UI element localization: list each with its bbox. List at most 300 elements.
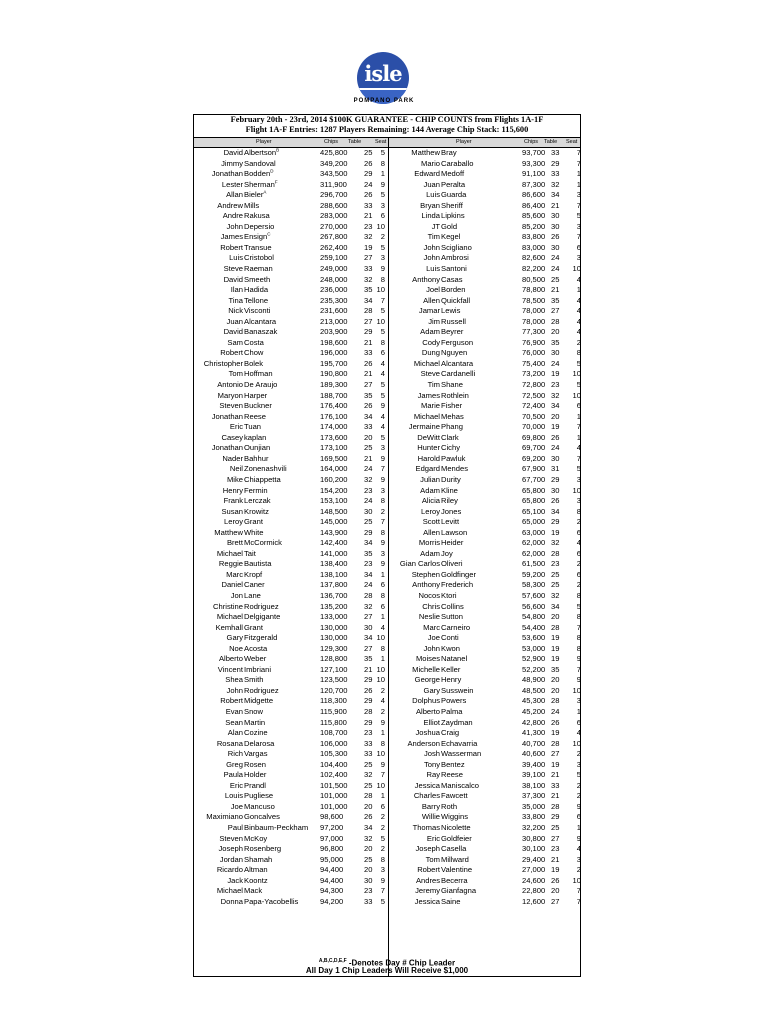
player-row xyxy=(194,507,388,518)
player-first-name: Allen xyxy=(423,527,440,537)
player-first-name: Donna xyxy=(220,896,243,906)
table-number: 24 xyxy=(551,358,560,368)
seat-number: 5 xyxy=(380,380,385,390)
player-row xyxy=(389,496,583,507)
player-first-name: Leroy xyxy=(224,517,243,527)
player-row xyxy=(389,285,583,296)
table-number: 19 xyxy=(551,422,560,432)
seat-number: 9 xyxy=(380,401,385,411)
player-row xyxy=(194,559,388,570)
table-number: 29 xyxy=(364,696,373,706)
chip-count: 311,900 xyxy=(320,179,347,189)
seat-number: 5 xyxy=(576,601,581,611)
player-last-name: Mancuso xyxy=(244,801,275,811)
player-first-name: Leroy xyxy=(421,506,440,516)
player-last-name: Henry xyxy=(441,675,462,685)
logo-subtitle: CASINO · RACING xyxy=(362,87,404,91)
player-first-name: Jonathan xyxy=(211,443,243,453)
player-row xyxy=(389,359,583,370)
table-number: 27 xyxy=(551,896,560,906)
player-last-name: Kropf xyxy=(244,569,263,579)
chip-count: 76,900 xyxy=(522,337,546,347)
chip-count: 72,800 xyxy=(522,380,546,390)
player-row xyxy=(389,443,583,454)
chip-count: 94,300 xyxy=(320,886,344,896)
player-last-name: Delgigante xyxy=(244,612,281,622)
chip-count: 133,000 xyxy=(320,612,348,622)
seat-number: 2 xyxy=(380,685,385,695)
chip-count: 70,500 xyxy=(522,411,546,421)
player-row xyxy=(389,507,583,518)
seat-number: 3 xyxy=(576,496,581,506)
player-first-name: Robert xyxy=(220,348,243,358)
chip-count: 94,400 xyxy=(320,865,344,875)
player-row xyxy=(194,728,388,739)
player-last-name: Ktori xyxy=(441,590,457,600)
table-number: 25 xyxy=(364,443,373,453)
seat-number: 10 xyxy=(376,316,385,326)
seat-number: 9 xyxy=(576,801,581,811)
table-number: 30 xyxy=(551,242,560,252)
table-number: 20 xyxy=(551,327,560,337)
table-number: 24 xyxy=(364,580,373,590)
player-last-name: Casas xyxy=(441,274,463,284)
player-row xyxy=(389,348,583,359)
player-row xyxy=(389,686,583,697)
seat-number: 8 xyxy=(380,738,385,748)
player-last-name: McCormick xyxy=(244,538,282,548)
seat-number: 8 xyxy=(380,527,385,537)
player-first-name: John xyxy=(423,253,440,263)
seat-number: 7 xyxy=(380,295,385,305)
chip-count: 189,300 xyxy=(320,380,348,390)
chip-count: 78,800 xyxy=(522,285,546,295)
seat-number: 9 xyxy=(576,654,581,664)
player-row xyxy=(194,897,388,908)
chip-count: 85,200 xyxy=(522,221,546,231)
seat-number: 6 xyxy=(380,801,385,811)
table-number: 30 xyxy=(551,211,560,221)
chip-count: 188,700 xyxy=(320,390,348,400)
chip-count: 203,900 xyxy=(320,327,348,337)
player-row xyxy=(389,591,583,602)
table-number: 29 xyxy=(551,474,560,484)
chip-count: 22,800 xyxy=(522,886,546,896)
table-number: 35 xyxy=(551,337,560,347)
player-last-name: Craig xyxy=(441,728,460,738)
seat-number: 9 xyxy=(380,875,385,885)
player-last-name: Bray xyxy=(441,148,457,157)
player-row xyxy=(194,591,388,602)
seat-number: 7 xyxy=(380,886,385,896)
player-first-name: Gary xyxy=(226,633,243,643)
seat-number: 8 xyxy=(576,633,581,643)
table-number: 20 xyxy=(551,685,560,695)
chip-count: 37,300 xyxy=(522,791,546,801)
chip-count: 94,200 xyxy=(320,896,344,906)
player-row xyxy=(389,749,583,760)
chip-leader-mark: D xyxy=(270,168,274,174)
player-first-name: Edgard xyxy=(415,464,440,474)
chip-count: 82,600 xyxy=(522,253,546,263)
player-last-name: Saine xyxy=(441,896,461,906)
player-last-name: Zaydman xyxy=(441,717,473,727)
chip-count: 196,000 xyxy=(320,348,348,358)
seat-number: 10 xyxy=(572,485,581,495)
table-number: 19 xyxy=(551,759,560,769)
seat-number: 9 xyxy=(380,474,385,484)
right-seat-header: Seat xyxy=(566,139,578,145)
player-first-name: Maximiano xyxy=(206,812,243,822)
seat-number: 3 xyxy=(380,485,385,495)
player-row xyxy=(389,549,583,560)
chip-count: 65,100 xyxy=(522,506,546,516)
table-number: 20 xyxy=(551,411,560,421)
player-row xyxy=(389,391,583,402)
seat-number: 2 xyxy=(380,232,385,242)
player-first-name: Chris xyxy=(422,601,440,611)
player-last-name: Guarda xyxy=(441,190,467,200)
player-row xyxy=(389,644,583,655)
chip-count: 118,300 xyxy=(320,696,347,706)
player-row xyxy=(194,338,388,349)
logo-word: isle xyxy=(364,61,402,86)
seat-number: 10 xyxy=(572,369,581,379)
seat-number: 3 xyxy=(380,200,385,210)
player-last-name: Sandoval xyxy=(244,158,276,168)
player-last-name: Tait xyxy=(244,548,256,558)
table-number: 33 xyxy=(364,348,373,358)
seat-number: 8 xyxy=(380,274,385,284)
player-row xyxy=(389,580,583,591)
player-row xyxy=(389,201,583,212)
chip-count: 138,400 xyxy=(320,559,348,569)
table-number: 26 xyxy=(551,875,560,885)
player-row xyxy=(194,580,388,591)
seat-number: 3 xyxy=(576,759,581,769)
player-last-name: Bahhur xyxy=(244,453,269,463)
player-last-name: Millward xyxy=(441,854,469,864)
seat-number: 8 xyxy=(576,612,581,622)
seat-number: 7 xyxy=(576,158,581,168)
seat-number: 5 xyxy=(380,306,385,316)
chip-count: 108,700 xyxy=(320,728,348,738)
player-first-name: Michael xyxy=(413,358,440,368)
table-number: 26 xyxy=(364,190,373,200)
player-row xyxy=(389,612,583,623)
player-last-name: Nicolette xyxy=(441,823,471,832)
seat-number: 2 xyxy=(380,844,385,854)
seat-number: 7 xyxy=(576,232,581,242)
seat-number: 1 xyxy=(576,823,581,832)
player-last-name: Bolek xyxy=(244,358,263,368)
player-first-name: Gary xyxy=(423,685,440,695)
player-first-name: George xyxy=(414,675,440,685)
player-last-name: Fisher xyxy=(441,401,463,411)
player-first-name: Gian Carlos xyxy=(399,559,440,569)
chip-count: 425,800 xyxy=(320,148,348,157)
table-number: 26 xyxy=(364,358,373,368)
player-row xyxy=(389,886,583,897)
seat-number: 6 xyxy=(380,580,385,590)
player-row xyxy=(194,844,388,855)
chip-count: 27,000 xyxy=(522,865,546,875)
chip-leader-mark: F xyxy=(274,179,278,185)
player-first-name: Michael xyxy=(216,548,243,558)
chip-count: 97,200 xyxy=(320,823,344,832)
player-first-name: Alberto xyxy=(415,706,440,716)
table-number: 19 xyxy=(551,643,560,653)
table-number: 25 xyxy=(364,780,373,790)
seat-number: 10 xyxy=(376,664,385,674)
seat-number: 4 xyxy=(576,538,581,548)
table-number: 27 xyxy=(551,833,560,843)
seat-number: 7 xyxy=(576,896,581,906)
table-number: 33 xyxy=(364,264,373,274)
player-last-name: Rakusa xyxy=(244,211,270,221)
chip-count: 57,600 xyxy=(522,590,546,600)
chip-count: 72,400 xyxy=(522,401,546,411)
player-first-name: Willie xyxy=(421,812,440,822)
player-first-name: Eric xyxy=(426,833,440,843)
player-first-name: Allen xyxy=(423,295,440,305)
player-last-name: Ferguson xyxy=(441,337,474,347)
player-row xyxy=(194,211,388,222)
player-first-name: Jack xyxy=(227,875,243,885)
table-number: 24 xyxy=(551,264,560,274)
right-table-header: Table xyxy=(544,139,558,145)
player-last-name: Rodriguez xyxy=(244,685,279,695)
player-first-name: Charles xyxy=(413,791,440,801)
chip-count: 164,000 xyxy=(320,464,348,474)
chip-count: 137,800 xyxy=(320,580,348,590)
seat-number: 4 xyxy=(380,369,385,379)
chip-count: 69,200 xyxy=(522,453,546,463)
player-row xyxy=(194,665,388,676)
seat-number: 2 xyxy=(576,559,581,569)
table-number: 27 xyxy=(364,643,373,653)
player-first-name: DeWitt xyxy=(417,432,440,442)
player-row xyxy=(194,412,388,423)
player-first-name: Paul xyxy=(227,823,243,832)
chip-count: 65,000 xyxy=(522,517,546,527)
player-last-name: Alcantara xyxy=(244,316,277,326)
table-number: 21 xyxy=(551,854,560,864)
chip-count: 259,100 xyxy=(320,253,348,263)
player-first-name: Julian xyxy=(420,474,440,484)
chip-count: 136,700 xyxy=(320,590,348,600)
player-row xyxy=(389,264,583,275)
chip-count: 30,800 xyxy=(522,833,546,843)
right-chips-header: Chips xyxy=(524,139,539,145)
player-first-name: Maryon xyxy=(217,390,243,400)
seat-number: 5 xyxy=(576,358,581,368)
player-row xyxy=(194,222,388,233)
player-row xyxy=(194,781,388,792)
seat-number: 2 xyxy=(380,706,385,716)
seat-number: 7 xyxy=(576,886,581,896)
player-last-name: Costa xyxy=(244,337,264,347)
chip-count: 52,900 xyxy=(522,654,546,664)
seat-number: 2 xyxy=(576,791,581,801)
chip-count: 101,000 xyxy=(320,801,348,811)
player-last-name: Mehas xyxy=(441,411,464,421)
player-first-name: Scott xyxy=(422,517,440,527)
player-last-name: Sherman$^F$ xyxy=(244,179,278,189)
player-row xyxy=(194,464,388,475)
player-last-name: Bodden$^D$ xyxy=(244,168,274,179)
player-last-name: Conti xyxy=(441,633,459,643)
player-last-name: Casella xyxy=(441,844,467,854)
table-number: 20 xyxy=(551,612,560,622)
player-first-name: Dolphus xyxy=(412,696,440,706)
table-number: 25 xyxy=(364,517,373,527)
player-first-name: Neil xyxy=(229,464,243,474)
chip-count: 296,700 xyxy=(320,190,348,200)
table-number: 23 xyxy=(551,559,560,569)
player-last-name: Chow xyxy=(244,348,264,358)
player-row xyxy=(389,781,583,792)
chip-count: 69,700 xyxy=(522,443,546,453)
player-first-name: Joe xyxy=(427,633,440,643)
player-last-name: De Araujo xyxy=(244,380,278,390)
player-first-name: Joel xyxy=(426,285,440,295)
chip-count: 42,800 xyxy=(522,717,546,727)
player-first-name: Ilan xyxy=(230,285,243,295)
seat-number: 9 xyxy=(380,264,385,274)
table-number: 35 xyxy=(551,664,560,674)
player-row xyxy=(389,570,583,581)
table-number: 19 xyxy=(364,242,373,252)
player-row xyxy=(194,401,388,412)
player-last-name: Riley xyxy=(441,496,458,506)
chip-count: 48,500 xyxy=(522,685,546,695)
chip-count: 143,900 xyxy=(320,527,348,537)
table-number: 32 xyxy=(551,538,560,548)
player-row xyxy=(194,243,388,254)
chip-count: 249,000 xyxy=(320,264,348,274)
table-number: 32 xyxy=(551,590,560,600)
player-row xyxy=(194,612,388,623)
player-first-name: Shea xyxy=(225,675,243,685)
seat-number: 9 xyxy=(380,453,385,463)
player-row xyxy=(194,696,388,707)
chip-leader-mark: A xyxy=(263,189,267,195)
player-last-name: Acosta xyxy=(244,643,268,653)
player-last-name: Echavarria xyxy=(441,738,478,748)
player-first-name: Jonathan xyxy=(211,169,243,179)
chip-count: 93,700 xyxy=(522,148,546,157)
player-row xyxy=(194,802,388,813)
table-number: 25 xyxy=(364,759,373,769)
chip-count: 231,600 xyxy=(320,306,348,316)
player-first-name: Stephen xyxy=(411,569,440,579)
player-last-name: Wiggins xyxy=(441,812,469,822)
chip-count: 128,800 xyxy=(320,654,348,664)
chip-count: 82,200 xyxy=(522,264,546,274)
player-last-name: Santoni xyxy=(441,264,467,274)
player-row xyxy=(389,728,583,739)
seat-number: 4 xyxy=(380,358,385,368)
player-row xyxy=(194,275,388,286)
table-number: 29 xyxy=(551,517,560,527)
player-row xyxy=(194,602,388,613)
seat-number: 6 xyxy=(576,242,581,252)
player-first-name: Steve xyxy=(223,264,243,274)
seat-number: 1 xyxy=(576,169,581,179)
table-number: 25 xyxy=(551,569,560,579)
chip-count: 83,800 xyxy=(522,232,546,242)
seat-number: 2 xyxy=(576,337,581,347)
table-number: 34 xyxy=(551,401,560,411)
table-number: 21 xyxy=(364,664,373,674)
player-first-name: Alicia xyxy=(421,496,440,506)
player-first-name: Ray xyxy=(426,770,440,780)
player-row xyxy=(389,633,583,644)
player-row xyxy=(389,654,583,665)
player-first-name: Mike xyxy=(226,474,243,484)
chip-count: 59,200 xyxy=(522,569,546,579)
table-number: 30 xyxy=(551,453,560,463)
player-row xyxy=(194,538,388,549)
player-last-name: Krowitz xyxy=(244,506,269,516)
player-first-name: Joseph xyxy=(415,844,440,854)
chip-leader-mark: B xyxy=(276,147,280,153)
table-number: 29 xyxy=(551,812,560,822)
chip-count: 70,000 xyxy=(522,422,546,432)
table-number: 35 xyxy=(364,548,373,558)
player-row xyxy=(389,770,583,781)
right-player-list xyxy=(389,148,583,907)
chip-count: 267,800 xyxy=(320,232,348,242)
seat-number: 1 xyxy=(576,432,581,442)
player-first-name: Adam xyxy=(420,548,440,558)
player-row xyxy=(389,169,583,180)
player-row xyxy=(389,159,583,170)
seat-number: 8 xyxy=(576,643,581,653)
player-last-name: Fawcett xyxy=(441,791,468,801)
player-row xyxy=(194,296,388,307)
player-first-name: Jessica xyxy=(414,780,440,790)
chip-count: 101,500 xyxy=(320,780,348,790)
chip-count: 29,400 xyxy=(522,854,546,864)
chip-count: 69,800 xyxy=(522,432,546,442)
player-row xyxy=(389,380,583,391)
player-first-name: Juan xyxy=(423,179,440,189)
player-row xyxy=(194,623,388,634)
player-last-name: Midgette xyxy=(244,696,274,706)
table-number: 34 xyxy=(364,411,373,421)
player-first-name: Jim xyxy=(428,316,440,326)
table-number: 27 xyxy=(364,612,373,622)
table-number: 32 xyxy=(364,770,373,780)
player-last-name: Lipkins xyxy=(441,211,465,221)
player-row xyxy=(389,559,583,570)
table-number: 28 xyxy=(364,306,373,316)
player-last-name: Russell xyxy=(441,316,466,326)
player-first-name: Daniel xyxy=(221,580,243,590)
chip-count: 270,000 xyxy=(320,221,348,231)
chip-count: 67,900 xyxy=(522,464,546,474)
player-last-name: Mack xyxy=(244,886,263,896)
chip-count: 73,200 xyxy=(522,369,546,379)
player-row xyxy=(194,148,388,159)
seat-number: 10 xyxy=(376,285,385,295)
table-number: 24 xyxy=(364,496,373,506)
chip-count: 62,000 xyxy=(522,538,546,548)
table-number: 21 xyxy=(551,285,560,295)
player-row xyxy=(389,338,583,349)
